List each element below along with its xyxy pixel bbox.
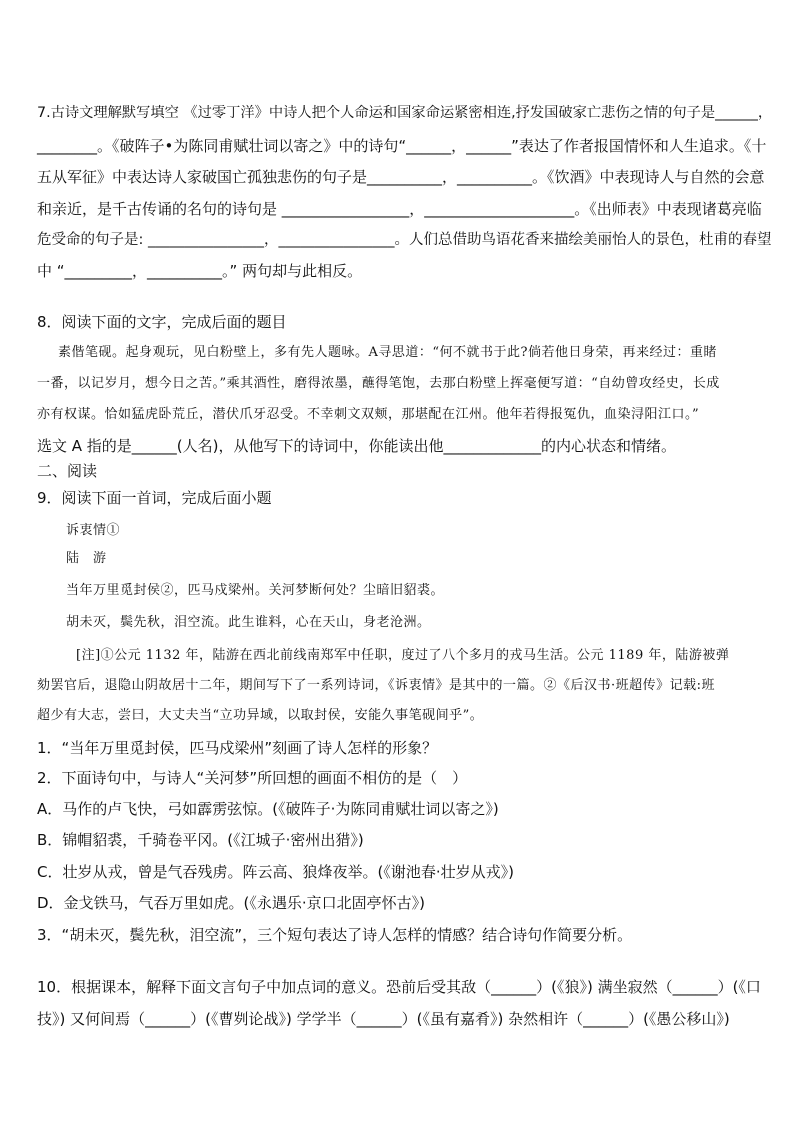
q7-line-2: ________。《破阵子•为陈同甫赋壮词以寄之》中的诗句“______，______”表达了作者报国情怀和人生追求。《十 xyxy=(37,137,767,155)
q9-subquestion-3: 3．“胡未灭，鬓先秋，泪空流”，三个短句表达了诗人怎样的情感？结合诗句作简要分析。 xyxy=(37,926,633,944)
q8-title: 8．阅读下面的文字，完成后面的题目 xyxy=(37,313,287,331)
poem-note-3: 超少有大志，尝曰，大丈夫当“立功异域，以取封侯，安能久事笔砚间乎”。 xyxy=(37,708,484,723)
option-d: D．金戈铁马，气吞万里如虎。(《永遇乐·京口北固亭怀古》) xyxy=(37,894,426,912)
q8-passage-line-2: 一番，以记岁月，想今日之苦。”乘其酒性，磨得浓墨，蘸得笔饱，去那白粉壁上挥毫便写道：“自幼曾攻经史，长成 xyxy=(37,376,720,391)
poem-title: 诉衷情① xyxy=(66,523,121,538)
poem-note-2: 劾罢官后，退隐山阴故居十二年，期间写下了一系列诗词，《诉衷情》是其中的一篇。②《后汉书·班超传》记载:班 xyxy=(37,678,716,693)
poem-author: 陆 游 xyxy=(66,551,107,566)
q7-line-1: 7.古诗文理解默写填空 《过零丁洋》中诗人把个人命运和国家命运紧密相连,抒发国破家亡悲伤之情的句子是______， xyxy=(37,105,773,121)
q8-passage-line-1: 素偕笔砚。起身观玩，见白粉壁上，多有先人题咏。A寻思道：“何不就书于此?倘若他日身荣，再来经过：重睹 xyxy=(58,345,718,360)
q7-line-3: 五从军征》中表达诗人家破国亡孤独悲伤的句子是__________，__________。《饮酒》中表现诗人与自然的会意 xyxy=(37,168,765,186)
q10-line-2: 技》) 又何间焉（______）(《曹刿论战》) 学学半（______）(《虽有嘉肴》) 杂然相许（______）(《愚公移山》) xyxy=(37,1010,730,1028)
poem-note-1: [注]①公元 1132 年，陆游在西北前线南郑军中任职，度过了八个多月的戎马生活。公元 1189 年，陆游被弹 xyxy=(76,648,730,663)
q8-passage-line-3: 亦有权谋。恰如猛虎卧荒丘，潜伏爪牙忍受。不幸刺文双颊，那堪配在江州。他年若得报冤仇，血染浔阳江口。” xyxy=(37,407,700,422)
q9-subquestion-2: 2．下面诗句中，与诗人“关河梦”所回想的画面不相仿的是（ ） xyxy=(37,769,468,787)
section-heading: 二、阅读 xyxy=(37,462,98,480)
q8-question: 选文 A 指的是______(人名)，从他写下的诗词中，你能读出他_____________的内心状态和情绪。 xyxy=(37,437,677,455)
q7-line-5: 危受命的句子是: ________________，________________。人们总借助鸟语花香来描绘美丽怡人的景色，杜甫的春望 xyxy=(37,232,772,248)
q10-line-1: 10．根据课本，解释下面文言句子中加点词的意义。恐前后受其敌（______）(《狼》) 满坐寂然（______）(《口 xyxy=(37,978,761,996)
option-a: A．马作的卢飞快，弓如霹雳弦惊。(《破阵子·为陈同甫赋壮词以寄之》) xyxy=(37,800,499,818)
poem-verse-2: 胡未灭，鬓先秋，泪空流。此生谁料，心在天山，身老沧洲。 xyxy=(66,615,431,630)
q7-line-6: 中 “_________，__________。” 两句却与此相反。 xyxy=(37,262,363,280)
option-b: B．锦帽貂裘，千骑卷平冈。(《江城子·密州出猎》) xyxy=(37,831,364,849)
q9-subquestion-1: 1．“当年万里觅封侯，匹马戍梁州”刻画了诗人怎样的形象？ xyxy=(37,739,438,757)
q9-title: 9．阅读下面一首词，完成后面小题 xyxy=(37,489,272,507)
q7-line-4: 和亲近，是千古传诵的名句的诗句是 _________________，____________________。《出师表》中表现诸葛亮临 xyxy=(37,200,762,218)
option-c: C．壮岁从戎，曾是气吞残虏。阵云高、狼烽夜举。(《谢池春·壮岁从戎》) xyxy=(37,863,514,881)
poem-verse-1: 当年万里觅封侯②，匹马戍梁州。关河梦断何处？尘暗旧貂裘。 xyxy=(66,583,445,598)
